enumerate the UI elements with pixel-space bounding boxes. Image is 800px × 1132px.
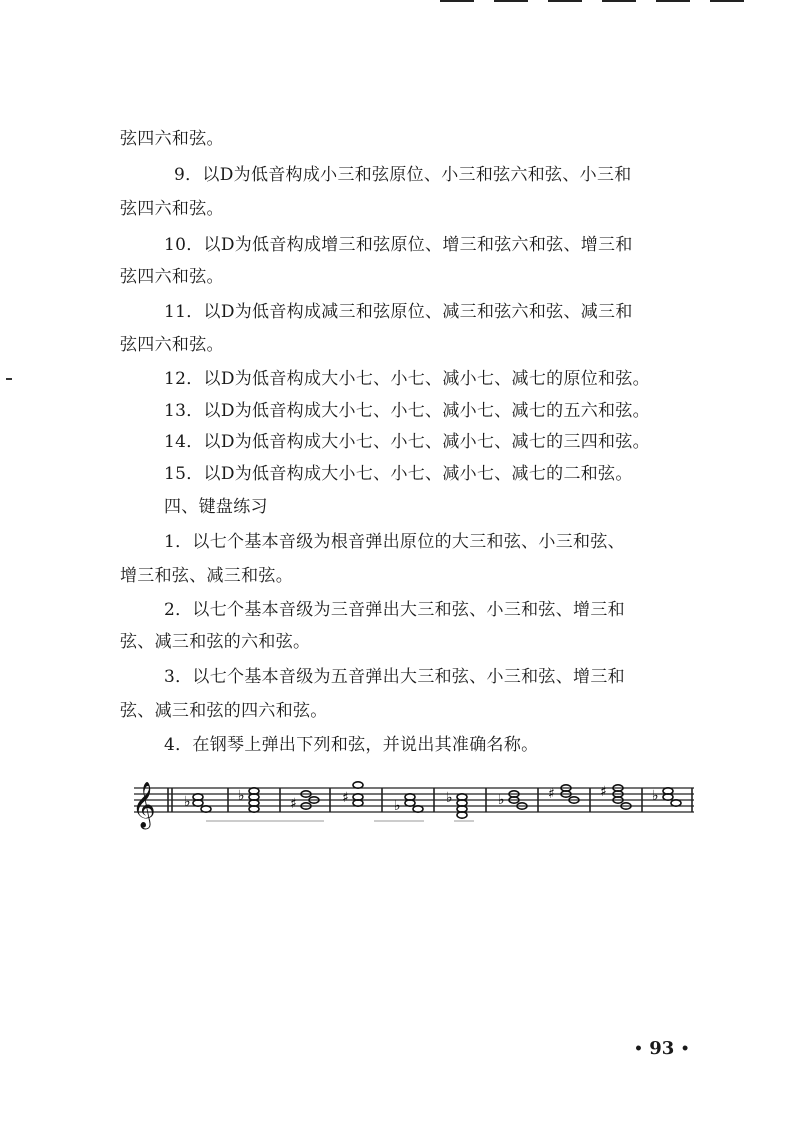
text-line-16: 弦、减三和弦的六和弦。 bbox=[120, 632, 311, 652]
text-line-18: 弦、减三和弦的四六和弦。 bbox=[120, 701, 328, 721]
text-line-2: 9．以D为低音构成小三和弦原位、小三和弦六和弦、小三和 bbox=[174, 165, 632, 185]
bullet-dot-icon: • bbox=[634, 1041, 643, 1057]
flat-icon: ♭ bbox=[446, 790, 453, 806]
chord-6 bbox=[457, 794, 467, 818]
flat-icon: ♭ bbox=[498, 792, 505, 808]
section-heading: 四、键盘练习 bbox=[164, 497, 268, 517]
text-line-3: 弦四六和弦。 bbox=[120, 199, 224, 219]
bullet-dot-icon: • bbox=[680, 1041, 690, 1057]
staff-lines bbox=[134, 788, 694, 812]
chord-10 bbox=[663, 788, 681, 806]
chord-2 bbox=[249, 788, 259, 812]
sharp-icon: ♯ bbox=[290, 796, 297, 812]
music-staff bbox=[134, 770, 704, 830]
chord-4 bbox=[353, 782, 363, 806]
text-line-6: 11．以D为低音构成减三和弦原位、减三和弦六和弦、减三和 bbox=[164, 302, 633, 322]
sharp-icon: ♯ bbox=[600, 784, 607, 800]
top-decorative-rule bbox=[440, 0, 770, 12]
flat-icon: ♭ bbox=[394, 798, 401, 814]
flat-icon: ♭ bbox=[652, 788, 659, 804]
text-line-15: 2．以七个基本音级为三音弹出大三和弦、小三和弦、增三和 bbox=[164, 600, 625, 620]
music-staff-svg bbox=[134, 770, 704, 830]
text-line-7: 弦四六和弦。 bbox=[120, 335, 224, 355]
flat-icon: ♭ bbox=[184, 794, 191, 810]
page-number-value: 93 bbox=[649, 1038, 675, 1059]
page-number bbox=[634, 1038, 690, 1059]
text-line-4: 10．以D为低音构成增三和弦原位、增三和弦六和弦、增三和 bbox=[164, 235, 633, 255]
text-line-11: 15．以D为低音构成大小七、小七、减小七、减七的二和弦。 bbox=[164, 464, 633, 484]
text-line-19: 4．在钢琴上弹出下列和弦，并说出其准确名称。 bbox=[164, 735, 539, 755]
text-line-13: 1．以七个基本音级为根音弹出原位的大三和弦、小三和弦、 bbox=[164, 532, 625, 552]
text-line-8: 12．以D为低音构成大小七、小七、减小七、减七的原位和弦。 bbox=[164, 369, 650, 389]
treble-clef-icon: 𝄞 bbox=[134, 782, 156, 828]
text-line-9: 13．以D为低音构成大小七、小七、减小七、减七的五六和弦。 bbox=[164, 401, 650, 421]
sharp-icon: ♯ bbox=[342, 790, 349, 806]
chord-1 bbox=[193, 794, 211, 812]
chord-5 bbox=[405, 794, 423, 812]
text-line-10: 14．以D为低音构成大小七、小七、减小七、减七的三四和弦。 bbox=[164, 432, 650, 452]
text-line-14: 增三和弦、减三和弦。 bbox=[120, 566, 293, 586]
sharp-icon: ♯ bbox=[548, 786, 555, 802]
text-line-1: 弦四六和弦。 bbox=[120, 129, 224, 149]
scan-mark bbox=[6, 378, 12, 380]
text-line-5: 弦四六和弦。 bbox=[120, 267, 224, 287]
text-line-17: 3．以七个基本音级为五音弹出大三和弦、小三和弦、增三和 bbox=[164, 667, 625, 687]
flat-icon: ♭ bbox=[238, 788, 245, 804]
